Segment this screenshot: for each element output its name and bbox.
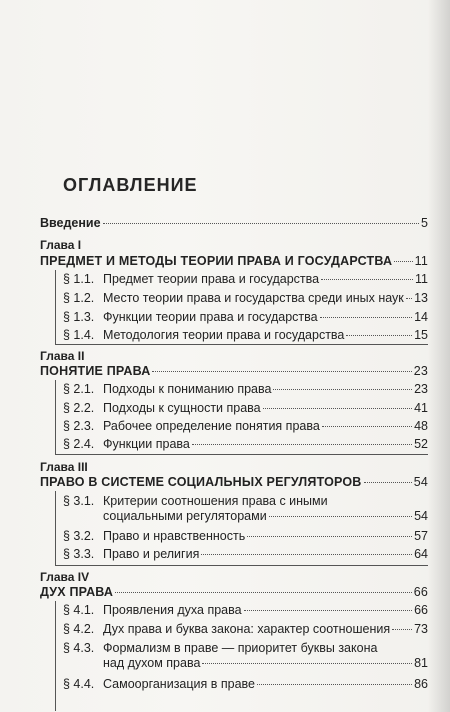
leader-dots xyxy=(273,389,412,390)
section-title: Рабочее определение понятия права xyxy=(103,419,320,433)
section-title: Методология теории права и государства xyxy=(103,328,345,342)
chapter-label: Глава I xyxy=(40,238,82,252)
section-title: Право и нравственность xyxy=(103,529,246,543)
section-page: 66 xyxy=(414,603,428,617)
chapter-label: Глава III xyxy=(40,460,88,474)
section-row[interactable] xyxy=(63,382,428,397)
leader-dots xyxy=(320,317,412,318)
leader-dots xyxy=(201,554,412,555)
section-row[interactable] xyxy=(63,328,428,343)
chapter-title: ПРАВО В СИСТЕМЕ СОЦИАЛЬНЫХ РЕГУЛЯТОРОВ xyxy=(40,475,362,489)
chapter-page: 66 xyxy=(413,585,428,599)
section-title: Предмет теории права и государства xyxy=(103,272,320,286)
section-page: 81 xyxy=(414,656,428,670)
leader-dots xyxy=(269,516,412,517)
section-page: 11 xyxy=(415,272,428,286)
chapter-bracket xyxy=(55,380,56,454)
leader-dots xyxy=(346,335,412,336)
chapter-rule xyxy=(55,565,428,566)
section-page: 14 xyxy=(414,310,428,324)
section-title: Подходы к пониманию права xyxy=(103,382,272,396)
chapter-page: 54 xyxy=(413,475,428,489)
section-row-multiline[interactable] xyxy=(63,494,428,524)
chapter-rule xyxy=(55,454,428,455)
leader-dots xyxy=(257,684,412,685)
leader-dots xyxy=(244,610,413,611)
leader-dots xyxy=(202,663,412,664)
section-number: § 4.2. xyxy=(63,622,95,636)
chapter-bracket xyxy=(55,601,56,711)
section-title: Функции теории права и государства xyxy=(103,310,318,324)
chapter-bracket xyxy=(55,491,56,565)
intro-label: Введение xyxy=(40,216,101,230)
leader-dots xyxy=(247,536,412,537)
section-number: § 3.1. xyxy=(63,494,95,508)
chapter-title: ДУХ ПРАВА xyxy=(40,585,114,599)
section-row[interactable] xyxy=(63,547,428,562)
section-number: § 4.3. xyxy=(63,641,95,655)
section-number: § 1.1. xyxy=(63,272,95,286)
leader-dots xyxy=(406,298,412,299)
section-title-line1: Критерии соотношения права с иными xyxy=(103,494,328,508)
chapter-title-row[interactable] xyxy=(40,585,428,600)
chapter-title-row[interactable] xyxy=(40,254,428,269)
section-number: § 4.4. xyxy=(63,677,95,691)
section-page: 15 xyxy=(414,328,428,342)
section-row[interactable] xyxy=(63,677,428,692)
chapter-label: Глава IV xyxy=(40,570,90,584)
leader-dots xyxy=(394,261,412,262)
section-row[interactable] xyxy=(63,419,428,434)
chapter-title: ПРЕДМЕТ И МЕТОДЫ ТЕОРИИ ПРАВА И ГОСУДАРСТВА xyxy=(40,254,393,268)
section-page: 23 xyxy=(414,382,428,396)
section-number: § 4.1. xyxy=(63,603,95,617)
section-number: § 2.2. xyxy=(63,401,95,415)
section-page: 52 xyxy=(414,437,428,451)
leader-dots xyxy=(103,223,419,224)
leader-dots xyxy=(364,482,412,483)
section-title-line2: социальными регуляторами xyxy=(103,509,267,523)
section-page: 86 xyxy=(414,677,428,691)
section-page: 41 xyxy=(414,401,428,415)
section-page: 54 xyxy=(414,509,428,523)
section-page: 13 xyxy=(414,291,428,305)
chapter-title-row[interactable] xyxy=(40,364,428,379)
section-row-multiline[interactable] xyxy=(63,641,428,671)
section-page: 57 xyxy=(414,529,428,543)
section-title: Функции права xyxy=(103,437,190,451)
section-number: § 2.3. xyxy=(63,419,95,433)
section-number: § 3.3. xyxy=(63,547,95,561)
section-row[interactable] xyxy=(63,401,428,416)
section-page: 64 xyxy=(414,547,428,561)
section-row[interactable] xyxy=(63,272,428,287)
intro-page: 5 xyxy=(421,216,428,230)
page-edge-shadow xyxy=(428,0,450,712)
section-row[interactable] xyxy=(63,603,428,618)
chapter-rule xyxy=(55,344,428,345)
chapter-label: Глава II xyxy=(40,349,85,363)
section-title: Подходы к сущности права xyxy=(103,401,261,415)
section-number: § 1.3. xyxy=(63,310,95,324)
chapter-page: 23 xyxy=(413,364,428,378)
section-row[interactable] xyxy=(63,622,428,637)
leader-dots xyxy=(322,426,412,427)
section-row[interactable] xyxy=(63,529,428,544)
chapter-title-row[interactable] xyxy=(40,475,428,490)
chapter-bracket xyxy=(55,270,56,344)
chapter-title: ПОНЯТИЕ ПРАВА xyxy=(40,364,151,378)
section-number: § 1.4. xyxy=(63,328,95,342)
leader-dots xyxy=(263,408,412,409)
section-title-line1: Формализм в праве — приоритет буквы закона xyxy=(103,641,378,655)
section-row[interactable] xyxy=(63,310,428,325)
section-number: § 1.2. xyxy=(63,291,95,305)
section-number: § 2.4. xyxy=(63,437,95,451)
section-row[interactable] xyxy=(63,291,428,306)
toc-title: ОГЛАВЛЕНИЕ xyxy=(63,175,198,195)
section-title: Проявления духа права xyxy=(103,603,242,617)
section-title: Место теории права и государства среди иных наук xyxy=(103,291,404,305)
toc-intro-row[interactable] xyxy=(40,216,428,231)
section-title: Самоорганизация в праве xyxy=(103,677,255,691)
leader-dots xyxy=(392,629,412,630)
leader-dots xyxy=(321,279,413,280)
section-number: § 3.2. xyxy=(63,529,95,543)
leader-dots xyxy=(192,444,412,445)
section-row[interactable] xyxy=(63,437,428,452)
section-title: Дух права и буква закона: характер соотношения xyxy=(103,622,391,636)
section-page: 73 xyxy=(414,622,428,636)
section-number: § 2.1. xyxy=(63,382,95,396)
section-title-line2: над духом права xyxy=(103,656,201,670)
section-page: 48 xyxy=(414,419,428,433)
section-title: Право и религия xyxy=(103,547,200,561)
chapter-page: 11 xyxy=(414,254,428,268)
leader-dots xyxy=(152,371,411,372)
leader-dots xyxy=(115,592,412,593)
